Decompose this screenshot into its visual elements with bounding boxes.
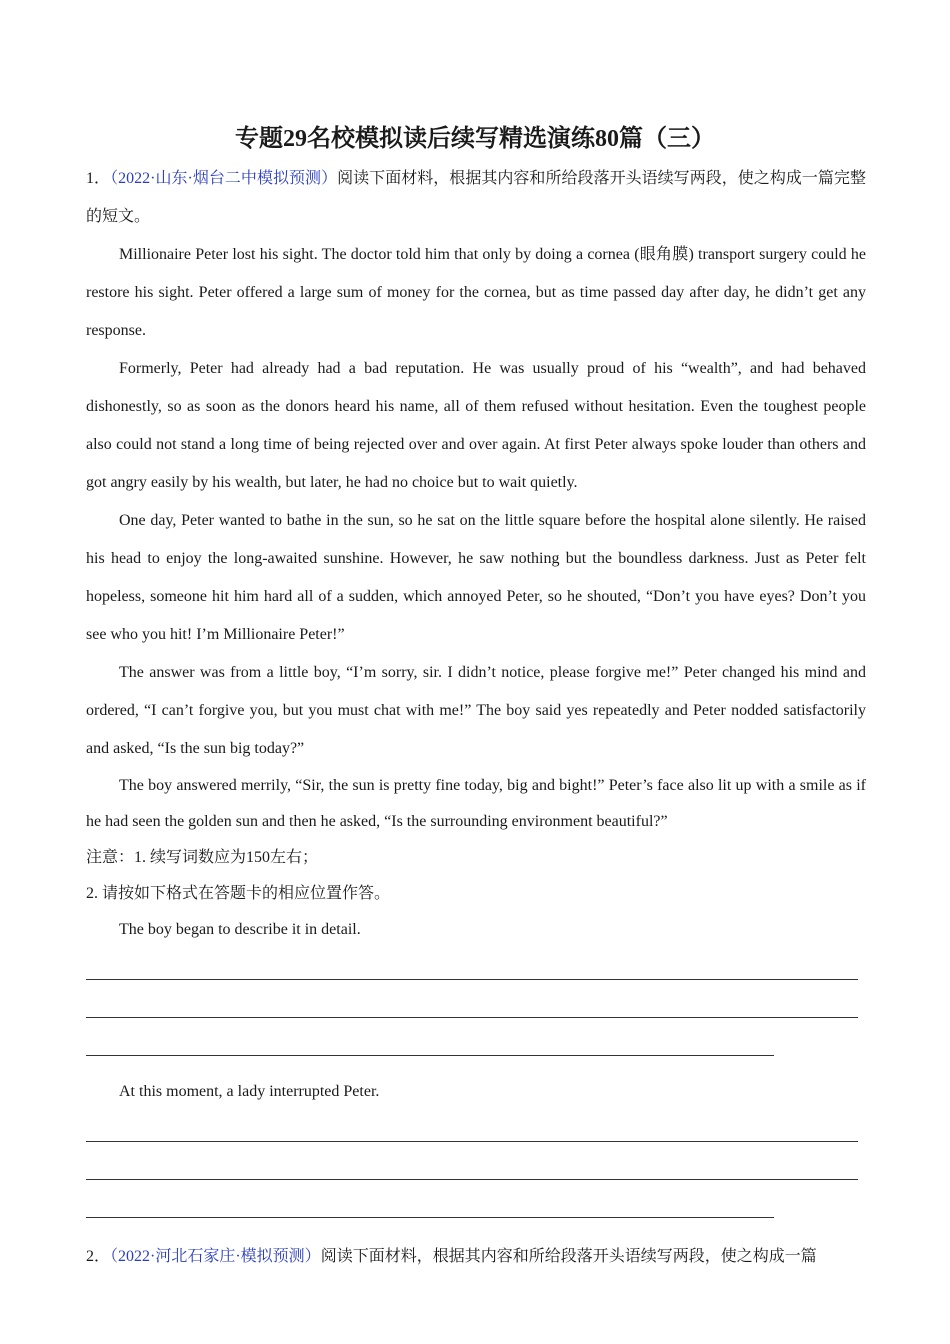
- question-source[interactable]: （2022·河北石家庄·模拟预测）: [110, 1248, 321, 1265]
- answer-line[interactable]: [86, 1028, 866, 1066]
- answer-line[interactable]: [86, 1190, 866, 1228]
- note-line-2: 2. 请按如下格式在答题卡的相应位置作答。: [86, 885, 391, 902]
- question-source[interactable]: （2022·山东·烟台二中模拟预测）: [110, 170, 338, 187]
- question-instruction: 阅读下面材料，根据其内容和所给段落开头语续写两段，使之构成一篇: [320, 1248, 817, 1265]
- paragraph-opener-1: The boy began to describe it in detail.: [119, 921, 361, 938]
- question-number: 1．: [86, 170, 111, 187]
- answer-line[interactable]: [86, 952, 866, 990]
- passage-paragraph: Millionaire Peter lost his sight. The doctor told him that only by doing a cornea (眼角膜) transport surgery could he restore his sight. Peter offered a large sum of money for the cornea, but as time passed day after day, he didn’t get any response.: [86, 246, 866, 339]
- page-title: 专题29名校模拟读后续写精选演练80篇（三）: [235, 126, 715, 152]
- question-instruction: 阅读下面材料，根据其内容和所给段落开头语续写两段，使之构成一篇完整的短文。: [86, 170, 866, 225]
- question-2-header: [86, 1238, 866, 1276]
- answer-line[interactable]: [86, 990, 866, 1028]
- question-number: 2．: [86, 1248, 111, 1265]
- paragraph-opener-2: At this moment, a lady interrupted Peter.: [119, 1083, 380, 1100]
- passage-paragraph: One day, Peter wanted to bathe in the sun, so he sat on the little square before the hospital alone silently. He raised his head to enjoy the long-awaited sunshine. However, he saw nothing but the boundless darkness. Just as Peter felt hopeless, someone hit him hard all of a sudden, which annoyed Peter, so he shouted, “Don’t you have eyes? Don’t you see who you hit! I’m Millionaire Peter!”: [86, 512, 866, 643]
- passage-paragraph: The answer was from a little boy, “I’m sorry, sir. I didn’t notice, please forgive me!” Peter changed his mind and ordered, “I can’t forgive you, but you must chat with me!” The boy said yes repeatedly and Peter nodded satisfactorily and asked, “Is the sun big today?”: [86, 664, 866, 757]
- document-body: [86, 160, 866, 1276]
- note-line-1: 注意：1. 续写词数应为150左右；: [86, 849, 319, 866]
- passage-paragraph: The boy answered merrily, “Sir, the sun is pretty fine today, big and bight!” Peter’s face also lit up with a smile as if he had seen the golden sun and then he asked, “Is the surrounding environment beautiful?”: [86, 777, 866, 830]
- answer-line[interactable]: [86, 1114, 866, 1152]
- question-1-header: [86, 160, 866, 236]
- passage-paragraph: Formerly, Peter had already had a bad reputation. He was usually proud of his “wealth”, and had behaved dishonestly, so as soon as the donors heard his name, all of them refused without hesitation. Even the toughest people also could not stand a long time of being rejected over and over again. At first Peter always spoke louder than others and got angry easily by his wealth, but later, he had no choice but to wait quietly.: [86, 360, 866, 491]
- answer-line[interactable]: [86, 1152, 866, 1190]
